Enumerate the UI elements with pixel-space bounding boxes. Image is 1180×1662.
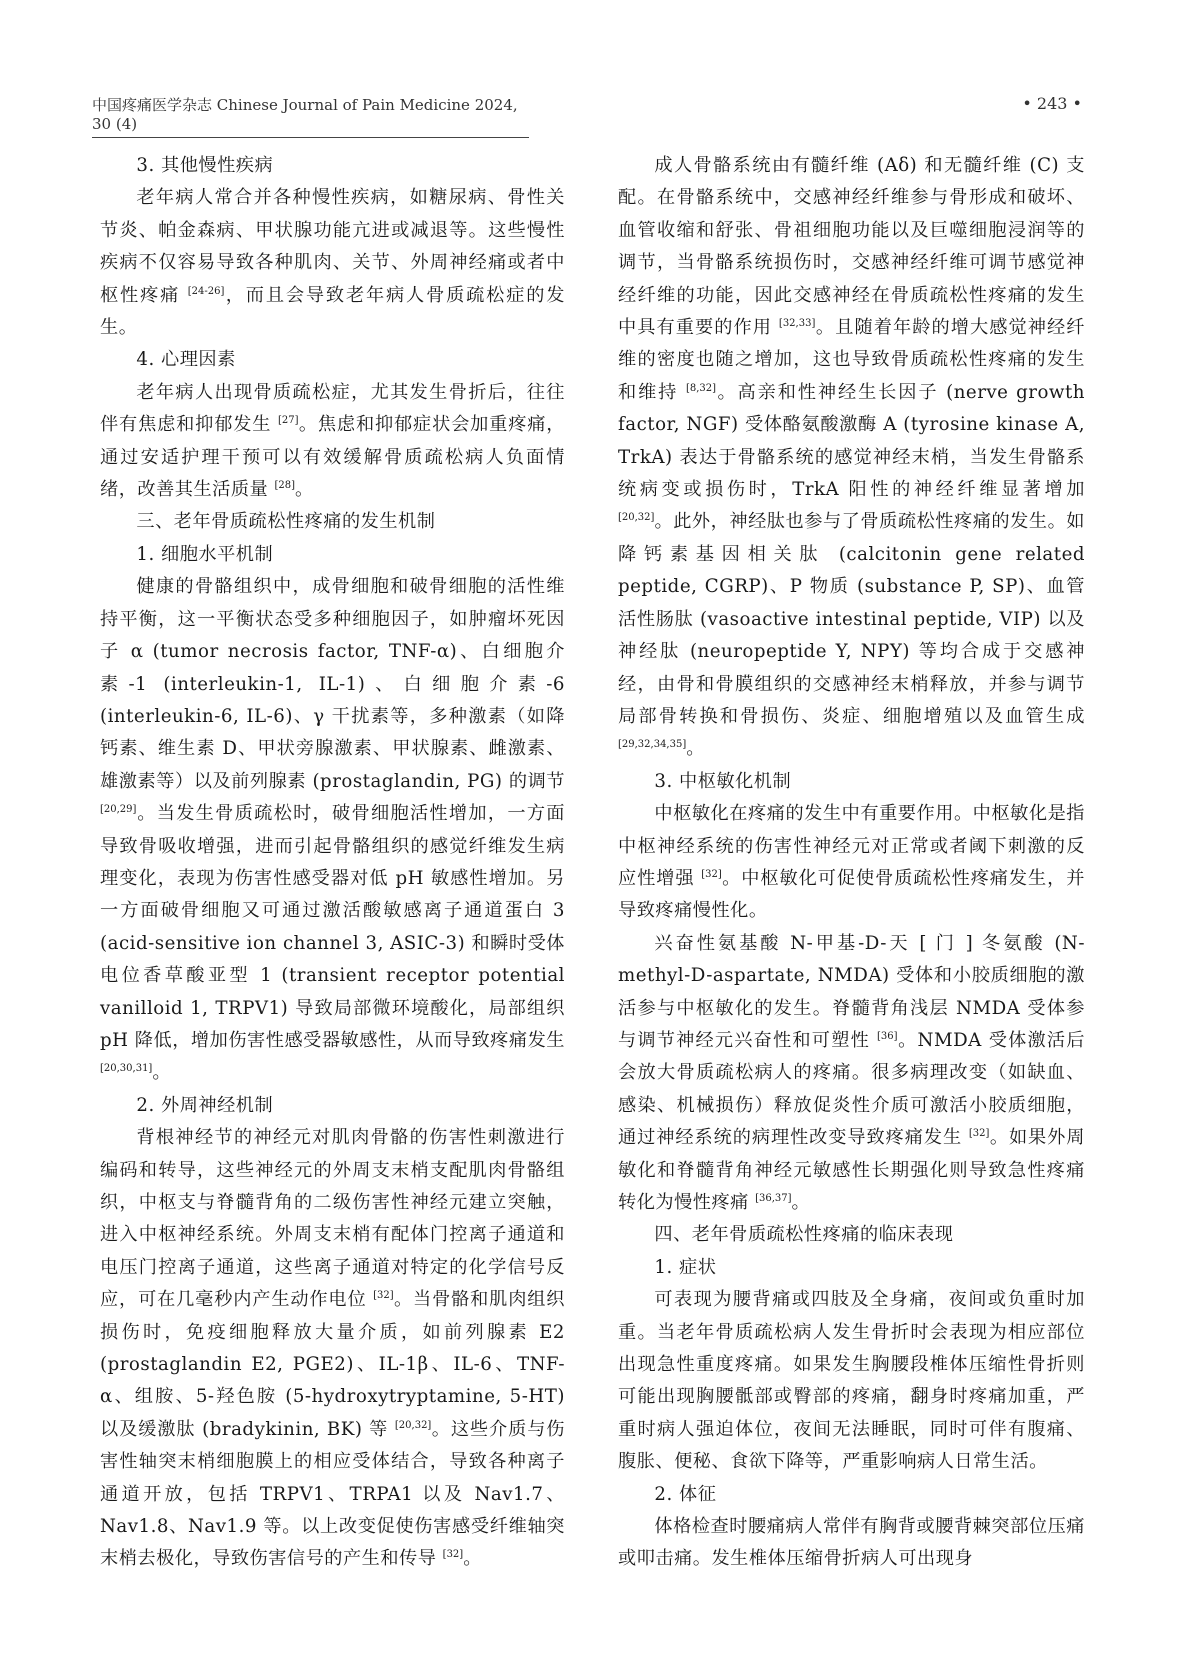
right-column (618, 150, 1085, 1576)
citation: [20,30,31] (100, 1063, 153, 1075)
subsection-heading: 1. 细胞水平机制 (136, 543, 274, 565)
citation: [20,29] (100, 804, 137, 816)
section-heading: 4. 心理因素 (136, 349, 236, 371)
left-column (100, 150, 565, 1576)
page-number: • 243 • (1022, 94, 1082, 113)
citation: [32] (442, 1549, 464, 1561)
citation: [20,32] (618, 512, 655, 524)
citation: [24-26] (187, 285, 225, 297)
paragraph: 背根神经节的神经元对肌肉骨骼的伤害性刺激进行编码和转导，这些神经元的外周支末梢支配肌肉骨骼组织，中枢支与脊髓背角的二级伤害性神经元建立突触，进入中枢神经系统。外周支末梢有配体门控离子通道和电压门控离子通道，这些离子通道对特定的化学信号反应，可在几毫秒内产生动作电位 [32]。当骨骼和肌肉组织损伤时，免疫细胞释放大量介质，如前列腺素 E2 (prostaglandin E2, PGE2)、IL-1β、IL-6、TNF-α、组胺、5-羟色胺 (5-hydroxytryptamine, 5-HT) 以及缓激肽 (bradykinin, BK) 等 [20,32]。这些介质与伤害性轴突末梢细胞膜上的相应受体结合，导致各种离子通道开放，包括 TRPV1、TRPA1 以及 Nav1.7、Nav1.8、Nav1.9 等。以上改变促使伤害感受纤维轴突末梢去极化，导致伤害信号的产生和传导 [32]。 (100, 1127, 565, 1570)
subsection-heading: 2. 外周神经机制 (136, 1094, 274, 1116)
citation: [32] (968, 1128, 990, 1140)
citation: [8,32] (685, 382, 717, 394)
paragraph: 老年病人出现骨质疏松症，尤其发生骨折后，往往伴有焦虑和抑郁发生 [27]。焦虑和抑郁症状会加重疼痛，通过安适护理干预可以有效缓解骨质疏松病人负面情绪，改善其生活质量 [28]。 (100, 381, 565, 501)
citation: [20,32] (394, 1419, 432, 1431)
citation: [32] (373, 1290, 394, 1302)
citation: [32] (701, 868, 722, 880)
paragraph: 健康的骨骼组织中，成骨细胞和破骨细胞的活性维持平衡，这一平衡状态受多种细胞因子，如肿瘤坏死因子 α (tumor necrosis factor, TNF-α)、白细胞介素-1 (interleukin-1, IL-1)、白细胞介素-6 (interleukin-6, IL-6)、γ 干扰素等，多种激素（如降钙素、维生素 D、甲状旁腺激素、甲状腺素、雌激素、雄激素等）以及前列腺素 (prostaglandin, PG) 的调节 [20,29]。当发生骨质疏松时，破骨细胞活性增加，一方面导致骨吸收增强，进而引起骨骼组织的感觉纤维发生病理变化，表现为伤害性感受器对低 pH 敏感性增加。另一方面破骨细胞又可通过激活酸敏感离子通道蛋白 3 (acid-sensitive ion channel 3, ASIC-3) 和瞬时受体电位香草酸亚型 1 (transient receptor potential vanilloid 1, TRPV1) 导致局部微环境酸化，局部组织 pH 降低，增加伤害性感受器敏感性，从而导致疼痛发生 [20,30,31]。 (100, 576, 565, 1084)
section-heading: 3. 其他慢性疾病 (136, 155, 274, 176)
citation: [36] (876, 1030, 898, 1042)
paragraph: 中枢敏化在疼痛的发生中有重要作用。中枢敏化是指中枢神经系统的伤害性神经元对正常或者阈下刺激的反应性增强 [32]。中枢敏化可促使骨质疏松性疼痛发生，并导致疼痛慢性化。 (618, 803, 1085, 922)
paragraph: 老年病人常合并各种慢性疾病，如糖尿病、骨性关节炎、帕金森病、甲状腺功能亢进或减退等。这些慢性疾病不仅容易导致各种肌肉、关节、外周神经痛或者中枢性疼痛 [24-26]，而且会导致老年病人骨质疏松症的发生。 (100, 187, 565, 339)
citation: [32,33] (778, 318, 816, 330)
citation: [36,37] (755, 1193, 792, 1204)
citation: [29,32,34,35] (618, 739, 687, 751)
section-heading: 三、老年骨质疏松性疼痛的发生机制 (136, 511, 436, 533)
paragraph: 体格检查时腰痛病人常伴有胸背或腰背棘突部位压痛或叩击痛。发生椎体压缩骨折病人可出现身 (618, 1516, 1085, 1570)
citation: [27] (277, 415, 299, 427)
paragraph: 可表现为腰背痛或四肢及全身痛，夜间或负重时加重。当老年骨质疏松病人发生骨折时会表现为相应部位出现急性重度疼痛。如果发生胸腰段椎体压缩性骨折则可能出现胸腰骶部或臀部的疼痛，翻身时疼痛加重，严重时病人强迫体位，夜间无法睡眠，同时可伴有腹痛、腹胀、便秘、食欲下降等，严重影响病人日常生活。 (618, 1289, 1085, 1473)
citation: [28] (274, 480, 296, 492)
section-heading: 四、老年骨质疏松性疼痛的临床表现 (654, 1224, 954, 1246)
paragraph: 成人骨骼系统由有髓纤维 (Aδ) 和无髓纤维 (C) 支配。在骨骼系统中，交感神经纤维参与骨形成和破坏、血管收缩和舒张、骨祖细胞功能以及巨噬细胞浸润等的调节，当骨骼系统损伤时，交感神经纤维可调节感觉神经纤维的功能，因此交感神经在骨质疏松性疼痛的发生中具有重要的作用 [32,33]。且随着年龄的增大感觉神经纤维的密度也随之增加，这也导致骨质疏松性疼痛的发生和维持 [8,32]。高亲和性神经生长因子 (nerve growth factor, NGF) 受体酪氨酸激酶 A (tyrosine kinase A, TrkA) 表达于骨骼系统的感觉神经末梢，当发生骨骼系统病变或损伤时，TrkA 阳性的神经纤维显著增加 [20,32]。此外，神经肽也参与了骨质疏松性疼痛的发生。如降钙素基因相关肽 (calcitonin gene related peptide, CGRP)、P 物质 (substance P, SP)、血管活性肠肽 (vasoactive intestinal peptide, VIP) 以及神经肽 (neuropeptide Y, NPY) 等均合成于交感神经，由骨和骨膜组织的交感神经末梢释放，并参与调节局部骨转换和骨损伤、炎症、细胞增殖以及血管生成 [29,32,34,35]。 (618, 155, 1085, 760)
subsection-heading: 2. 体征 (654, 1483, 717, 1505)
journal-title: 中国疼痛医学杂志 Chinese Journal of Pain Medicine 2024, 30 (4) (92, 94, 529, 138)
subsection-heading: 3. 中枢敏化机制 (654, 770, 792, 792)
paragraph: 兴奋性氨基酸 N-甲基-D-天 [ 门 ] 冬氨酸 (N-methyl-D-aspartate, NMDA) 受体和小胶质细胞的激活参与中枢敏化的发生。脊髓背角浅层 NMDA 受体参与调节神经元兴奋性和可塑性 [36]。NMDA 受体激活后会放大骨质疏松病人的疼痛。很多病理改变（如缺血、感染、机械损伤）释放促炎性介质可激活小胶质细胞，通过神经系统的病理性改变导致疼痛发生 [32]。如果外周敏化和脊髓背角神经元敏感性长期强化则导致急性疼痛转化为慢性疼痛 [36,37]。 (618, 932, 1085, 1213)
subsection-heading: 1. 症状 (654, 1256, 717, 1278)
running-header (92, 90, 1082, 133)
